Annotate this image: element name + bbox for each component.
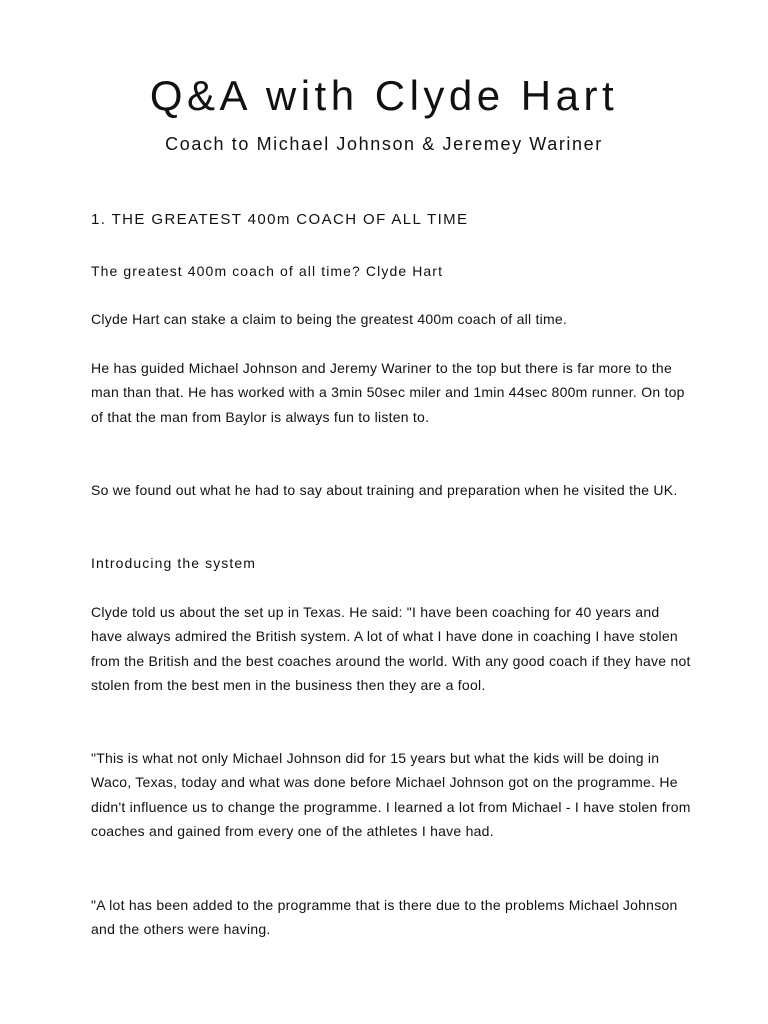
document-title: Q&A with Clyde Hart (149, 72, 619, 119)
paragraph-background: He has guided Michael Johnson and Jeremy Wariner to the top but there is far more to the man than that. He has worked with a 3min 50sec miler and 1min 44sec 800m runner. On top of that the man from Baylor is always fun to listen to. (91, 360, 685, 425)
paragraph-visit: So we found out what he had to say about training and preparation when he visited the UK. (91, 482, 678, 498)
paragraph-additions: "A lot has been added to the programme that is there due to the problems Michael Johnson and the others were having. (91, 897, 678, 938)
document-subtitle: Coach to Michael Johnson & Jeremey Wariner (165, 134, 603, 154)
section-heading: 1. THE GREATEST 400m COACH OF ALL TIME (91, 211, 469, 228)
subheading-introducing-system: Introducing the system (91, 555, 257, 571)
paragraph-intro-question: The greatest 400m coach of all time? Clyde Hart (91, 263, 444, 279)
paragraph-setup-texas: Clyde told us about the set up in Texas. He said: "I have been coaching for 40 years and have always admired the British system. A lot of what I have done in coaching I have stolen from the British and the best coaches around the world. With any good coach if they have not stolen from the best men in the business then they are a fool. (91, 604, 691, 694)
paragraph-programme: "This is what not only Michael Johnson did for 15 years but what the kids will be doing in Waco, Texas, today and what was done before Michael Johnson got on the programme. He didn't influence us to change the programme. I learned a lot from Michael - I have stolen from coaches and gained from every one of the athletes I have had. (91, 750, 691, 840)
paragraph-claim: Clyde Hart can stake a claim to being the greatest 400m coach of all time. (91, 311, 568, 327)
